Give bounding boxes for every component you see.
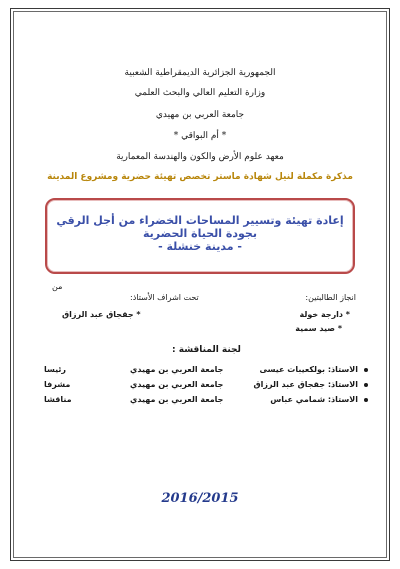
from-label: من <box>52 282 63 291</box>
bullet-icon <box>364 398 368 402</box>
supervisor-name: * جقجاق عبد الرزاق <box>62 310 141 319</box>
prepared-by-label: انجاز الطالبتين: <box>305 293 356 302</box>
committee-member-role: رئيسا <box>44 365 67 374</box>
republic-heading: الجمهورية الجزائرية الديمقراطية الشعبية <box>124 68 276 78</box>
academic-year: 2016/2015 <box>161 491 239 506</box>
committee-member-university: جامعة العربي بن مهيدي <box>130 365 224 374</box>
committee-member-name: الاستاذ: جقجاق عبد الرزاق <box>253 380 358 389</box>
thesis-title-line1: إعادة تهيئة وتسيير المساحات الخضراء من أجل الرقي بجودة الحياة الحضرية <box>56 214 344 240</box>
committee-title: لجنة المناقشة : <box>172 345 241 355</box>
bullet-icon <box>364 368 368 372</box>
committee-member-name: الاستاذ: بولكعيبات عيسى <box>259 365 358 374</box>
committee-row <box>30 380 370 392</box>
memo-line: مذكرة مكملة لنيل شهادة ماستر تخصص تهيئة حضرية ومشروع المدينة <box>47 172 353 182</box>
university-heading: جامعة العربي بن مهيدي <box>155 110 245 120</box>
committee-member-role: مناقشا <box>44 395 72 404</box>
bullet-icon <box>364 383 368 387</box>
student-2: * صيد سمية <box>295 324 342 333</box>
committee-member-university: جامعة العربي بن مهيدي <box>130 395 224 404</box>
institute-heading: معهد علوم الأرض والكون والهندسة المعمارية <box>116 152 284 162</box>
supervised-by-label: تحت اشراف الأستاذ: <box>130 293 199 302</box>
city-heading: * أم البواقي * <box>173 131 227 141</box>
committee-row <box>30 395 370 407</box>
student-1: * دارجة خولة <box>299 310 350 319</box>
committee-member-role: مشرفا <box>44 380 71 389</box>
committee-row <box>30 365 370 377</box>
committee-member-university: جامعة العربي بن مهيدي <box>130 380 224 389</box>
committee-member-name: الاستاذ: شمامي عباس <box>270 395 358 404</box>
thesis-title-box <box>45 198 355 274</box>
ministry-heading: وزارة التعليم العالي والبحث العلمي <box>134 88 266 98</box>
thesis-title-line2: - مدينة خنشلة - <box>158 240 242 253</box>
